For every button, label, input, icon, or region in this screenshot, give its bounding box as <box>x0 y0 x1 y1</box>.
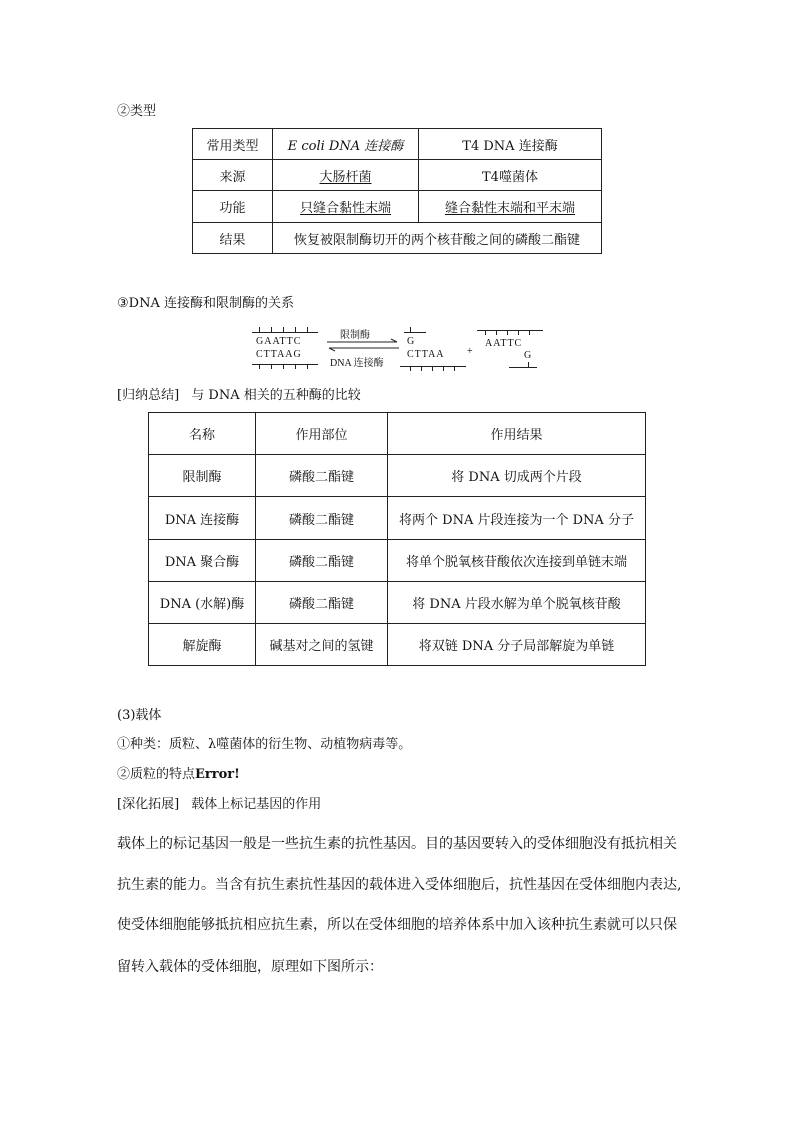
strand-line <box>477 330 543 331</box>
enzyme-table <box>148 412 646 666</box>
table-cell: 功能 <box>193 191 273 223</box>
paragraph-line: 使受体细胞能够抵抗相应抗生素，所以在受体细胞的培养体系中加入该种抗生素就可以只保 <box>117 917 677 933</box>
restriction-ligation-diagram <box>245 326 555 376</box>
strand-tick <box>271 364 272 369</box>
strand-tick <box>271 327 272 332</box>
table-cell: 解旋酶 <box>149 624 256 666</box>
table-cell: 磷酸二酯键 <box>256 540 388 582</box>
table-row <box>193 191 602 223</box>
table-cell: 碱基对之间的氢键 <box>256 624 388 666</box>
strand-tick <box>307 327 308 332</box>
summary-title: 与 DNA 相关的五种酶的比较 <box>191 388 361 403</box>
arrow-label-ligase: DNA 连接酶 <box>330 358 384 369</box>
table-cell: 将 DNA 片段水解为单个脱氧核苷酸 <box>388 582 646 624</box>
table-cell: 将两个 DNA 片段连接为一个 DNA 分子 <box>388 497 646 540</box>
strand-tick <box>295 364 296 369</box>
function-t4: 缝合黏性末端和平末端 <box>444 201 575 216</box>
table-cell: T4噬菌体 <box>419 160 602 191</box>
strand-line <box>509 367 537 368</box>
strand-tick <box>507 330 508 335</box>
table-cell: DNA (水解)酶 <box>149 582 256 624</box>
strand-tick <box>529 330 530 335</box>
strand-tick <box>485 330 486 335</box>
strand-tick <box>496 330 497 335</box>
ligase-table <box>192 128 602 254</box>
table-cell: 磷酸二酯键 <box>256 455 388 497</box>
table-row <box>149 455 646 497</box>
function-ecoli: 只缝合黏性末端 <box>299 201 391 216</box>
column-header: 作用结果 <box>388 413 646 455</box>
section-relation-label: ③DNA 连接酶和限制酶的关系 <box>117 296 294 311</box>
table-cell <box>273 191 419 223</box>
table-row <box>149 582 646 624</box>
fragment1-bottom-sequence: CTTAA <box>407 349 445 360</box>
plasmid-features-label: ②质粒的特点 <box>117 767 196 782</box>
strand-line <box>404 332 426 333</box>
strand-tick <box>259 364 260 369</box>
summary-tag: [归纳总结] <box>117 388 180 403</box>
table-cell: T4 DNA 连接酶 <box>419 129 602 160</box>
extension-title: 载体上标记基因的作用 <box>191 797 322 812</box>
plus-sign: + <box>467 346 474 357</box>
table-cell: 将 DNA 切成两个片段 <box>388 455 646 497</box>
strand-tick <box>295 327 296 332</box>
source-ecoli: 大肠杆菌 <box>319 169 372 185</box>
ecoli-ligase-name: E coli DNA 连接酶 <box>287 138 404 154</box>
paragraph-line: 留转入载体的受体细胞，原理如下图所示： <box>117 959 383 975</box>
strand-tick <box>410 327 411 332</box>
result-text: 恢复被限制酶切开的两个核苷酸之间的磷酸二酯键 <box>293 232 580 248</box>
table-cell <box>273 223 602 254</box>
table-row <box>193 223 602 254</box>
strand-tick <box>432 366 433 371</box>
plasmid-features <box>117 767 240 783</box>
plasmid-error-text: Error! <box>195 767 240 782</box>
extension-tag: [深化拓展] <box>117 797 180 812</box>
strand-tick <box>283 364 284 369</box>
table-cell: 来源 <box>193 160 273 191</box>
arrow-label-restriction: 限制酶 <box>340 330 370 341</box>
left-top-sequence: GAATTC <box>256 336 302 347</box>
table-cell <box>273 160 419 191</box>
strand-tick <box>307 364 308 369</box>
strand-tick <box>454 366 455 371</box>
table-cell: 将双链 DNA 分子局部解旋为单链 <box>388 624 646 666</box>
fragment2-bottom-sequence: G <box>524 350 533 361</box>
strand-tick <box>283 327 284 332</box>
table-cell: 结果 <box>193 223 273 254</box>
table-cell <box>273 129 419 160</box>
strand-tick <box>410 366 411 371</box>
table-cell <box>419 191 602 223</box>
vector-kinds: ①种类：质粒、λ噬菌体的衍生物、动植物病毒等。 <box>117 737 412 752</box>
table-cell: 将单个脱氧核苷酸依次连接到单链末端 <box>388 540 646 582</box>
table-header-row <box>149 413 646 455</box>
table-cell: 磷酸二酯键 <box>256 582 388 624</box>
summary-heading <box>117 388 361 404</box>
paragraph-line: 载体上的标记基因一般是一些抗生素的抗性基因。目的基因要转入的受体细胞没有抵抗相关 <box>117 836 677 852</box>
fragment1-top-sequence: G <box>407 336 416 347</box>
table-row <box>149 540 646 582</box>
paragraph-line: 抗生素的能力。当含有抗生素抗性基因的载体进入受体细胞后，抗性基因在受体细胞内表达, <box>117 877 682 893</box>
vector-heading: (3)载体 <box>117 708 162 723</box>
table-row <box>149 497 646 540</box>
column-header: 名称 <box>149 413 256 455</box>
table-cell: DNA 连接酶 <box>149 497 256 540</box>
table-row <box>149 624 646 666</box>
table-row <box>193 160 602 191</box>
table-row <box>193 129 602 160</box>
fragment2-top-sequence: AATTC <box>485 338 523 349</box>
section-types-label: ②类型 <box>117 104 157 119</box>
extension-heading <box>117 797 321 813</box>
column-header: 作用部位 <box>256 413 388 455</box>
strand-line <box>252 332 318 333</box>
table-cell: DNA 聚合酶 <box>149 540 256 582</box>
table-cell: 磷酸二酯键 <box>256 497 388 540</box>
strand-tick <box>259 327 260 332</box>
strand-tick <box>443 366 444 371</box>
strand-line <box>252 364 318 365</box>
left-bottom-sequence: CTTAAG <box>256 349 302 360</box>
table-cell: 常用类型 <box>193 129 273 160</box>
strand-tick <box>421 366 422 371</box>
strand-tick <box>518 330 519 335</box>
table-cell: 限制酶 <box>149 455 256 497</box>
